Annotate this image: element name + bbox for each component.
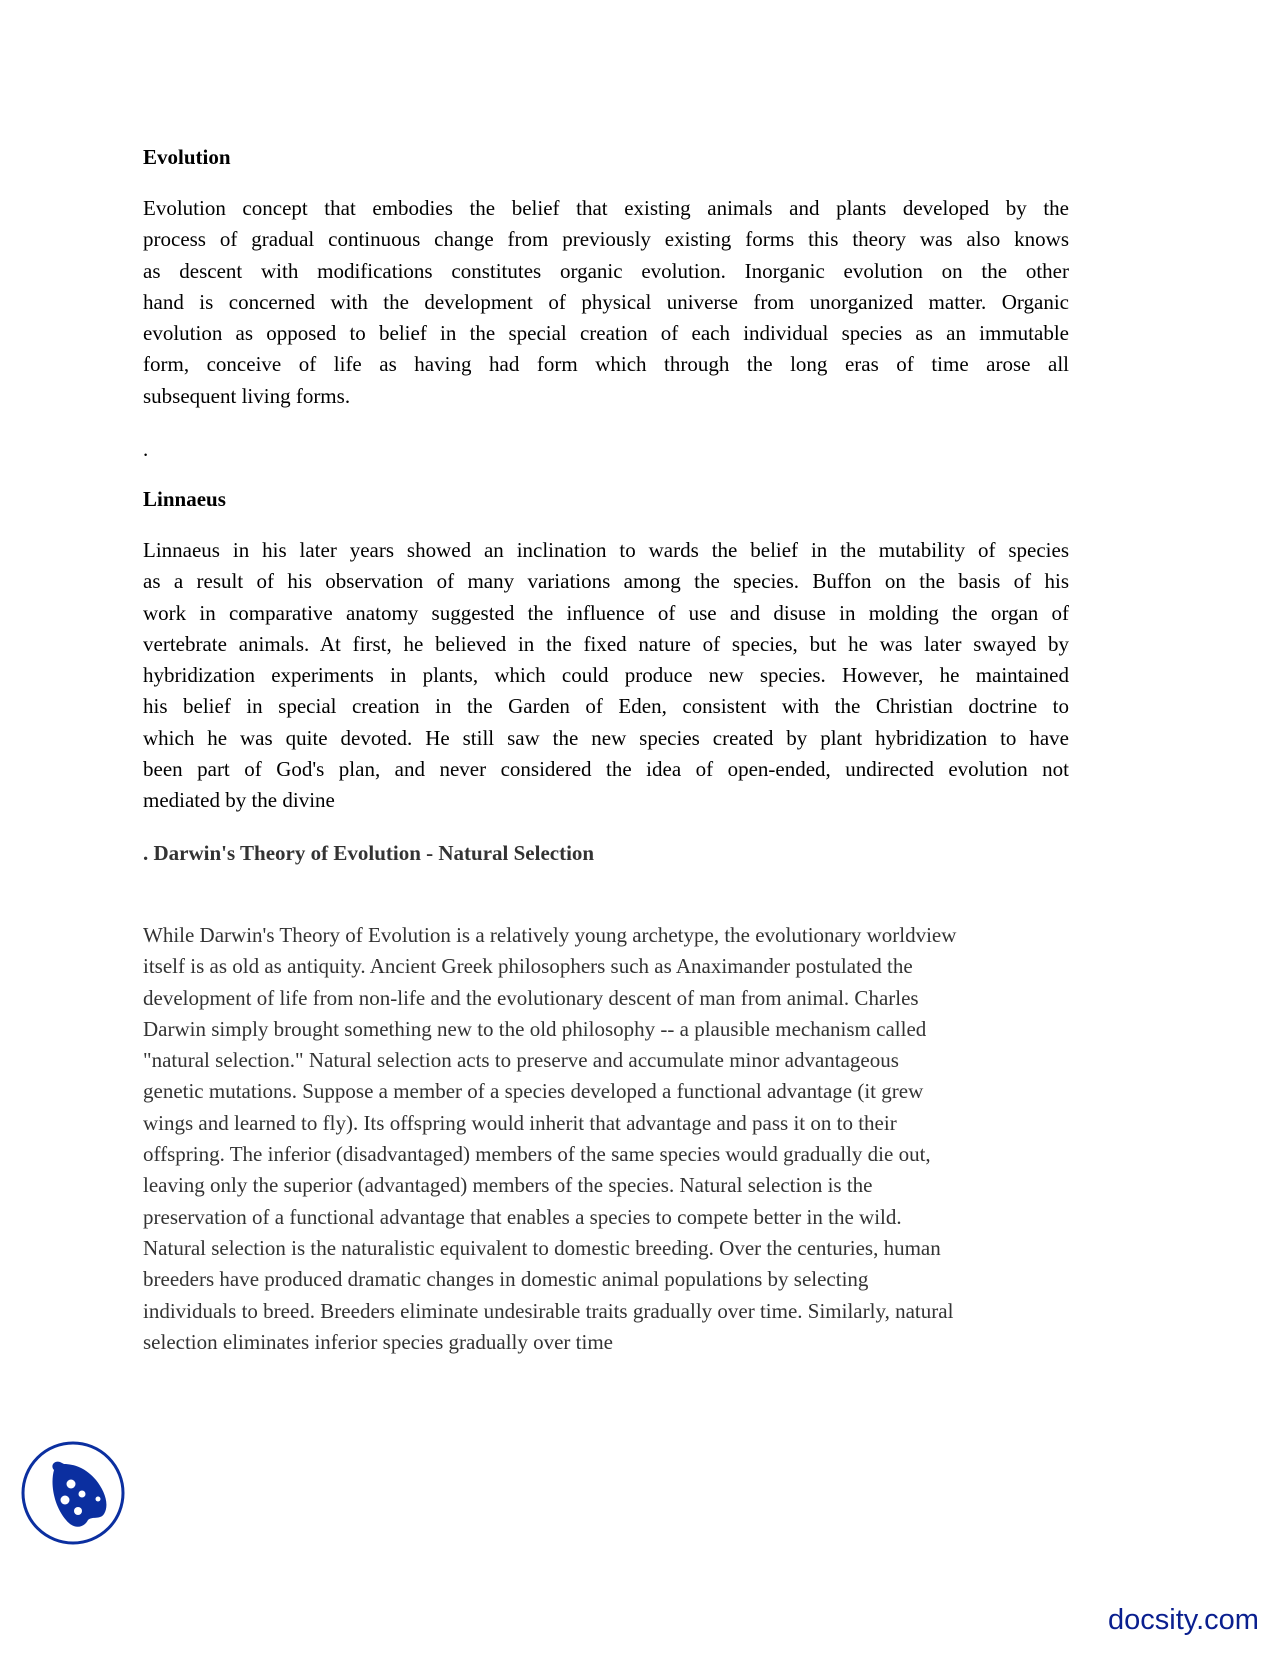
text-line: itself is as old as antiquity. Ancient Greek philosophers such as Anaximander postulated the <box>143 954 913 979</box>
text-line: as descent with modifications constitutes organic evolution. Inorganic evolution on the other <box>143 258 1069 283</box>
text-line: subsequent living forms. <box>143 383 351 408</box>
section-heading-linnaeus: Linnaeus <box>143 487 226 511</box>
text-line: hand is concerned with the development of physical universe from unorganized matter. Organic <box>143 289 1069 314</box>
text-line: been part of God's plan, and never considered the idea of open-ended, undirected evolution not <box>143 757 1069 782</box>
section-heading-darwin: . Darwin's Theory of Evolution - Natural Selection <box>143 841 595 865</box>
text-line: offspring. The inferior (disadvantaged) members of the same species would gradually die out, <box>143 1142 931 1167</box>
docsity-brand-link[interactable]: docsity.com <box>1108 1604 1259 1636</box>
separator-dot: . <box>143 437 149 461</box>
text-line: wings and learned to fly). Its offspring would inherit that advantage and pass it on to their <box>143 1110 897 1135</box>
text-line: Darwin simply brought something new to the old philosophy -- a plausible mechanism called <box>143 1016 927 1041</box>
text-line: preservation of a functional advantage that enables a species to compete better in the wild. <box>143 1204 902 1229</box>
text-line: "natural selection." Natural selection acts to preserve and accumulate minor advantageous <box>143 1048 899 1073</box>
text-line: genetic mutations. Suppose a member of a species developed a functional advantage (it grew <box>143 1079 924 1104</box>
text-line: as a result of his observation of many variations among the species. Buffon on the basis of his <box>143 569 1069 594</box>
text-line: hybridization experiments in plants, which could produce new species. However, he maintained <box>143 663 1069 688</box>
text-line: mediated by the divine <box>143 788 335 813</box>
paragraph-evolution <box>143 193 1069 412</box>
paragraph-linnaeus <box>143 535 1069 817</box>
text-line: form, conceive of life as having had form which through the long eras of time arose all <box>143 352 1069 377</box>
section-heading-evolution: Evolution <box>143 145 231 169</box>
text-line: process of gradual continuous change from previously existing forms this theory was also knows <box>143 227 1069 252</box>
text-line: work in comparative anatomy suggested the influence of use and disuse in molding the organ of <box>143 600 1069 625</box>
text-line: leaving only the superior (advantaged) members of the species. Natural selection is the <box>143 1173 873 1198</box>
text-line: development of life from non-life and the evolutionary descent of man from animal. Charles <box>143 985 919 1010</box>
text-line: While Darwin's Theory of Evolution is a relatively young archetype, the evolutionary worldview <box>143 923 957 947</box>
text-line: Natural selection is the naturalistic equivalent to domestic breeding. Over the centuries, human <box>143 1235 941 1260</box>
text-line: Linnaeus in his later years showed an inclination to wards the belief in the mutability of species <box>143 538 1069 562</box>
text-line: evolution as opposed to belief in the special creation of each individual species as an immutable <box>143 321 1069 346</box>
paragraph-darwin <box>143 920 1069 1358</box>
docsity-logo-icon[interactable] <box>20 1440 126 1546</box>
text-line: Evolution concept that embodies the belief that existing animals and plants developed by the <box>143 196 1069 220</box>
text-line: vertebrate animals. At first, he believed in the fixed nature of species, but he was later swayed by <box>143 631 1069 656</box>
text-line: which he was quite devoted. He still saw the new species created by plant hybridization to have <box>143 725 1069 750</box>
text-line: breeders have produced dramatic changes in domestic animal populations by selecting <box>143 1267 869 1292</box>
text-line: individuals to breed. Breeders eliminate undesirable traits gradually over time. Similarly, natural <box>143 1298 954 1323</box>
text-line: his belief in special creation in the Garden of Eden, consistent with the Christian doctrine to <box>143 694 1069 719</box>
text-line: selection eliminates inferior species gradually over time <box>143 1329 613 1354</box>
